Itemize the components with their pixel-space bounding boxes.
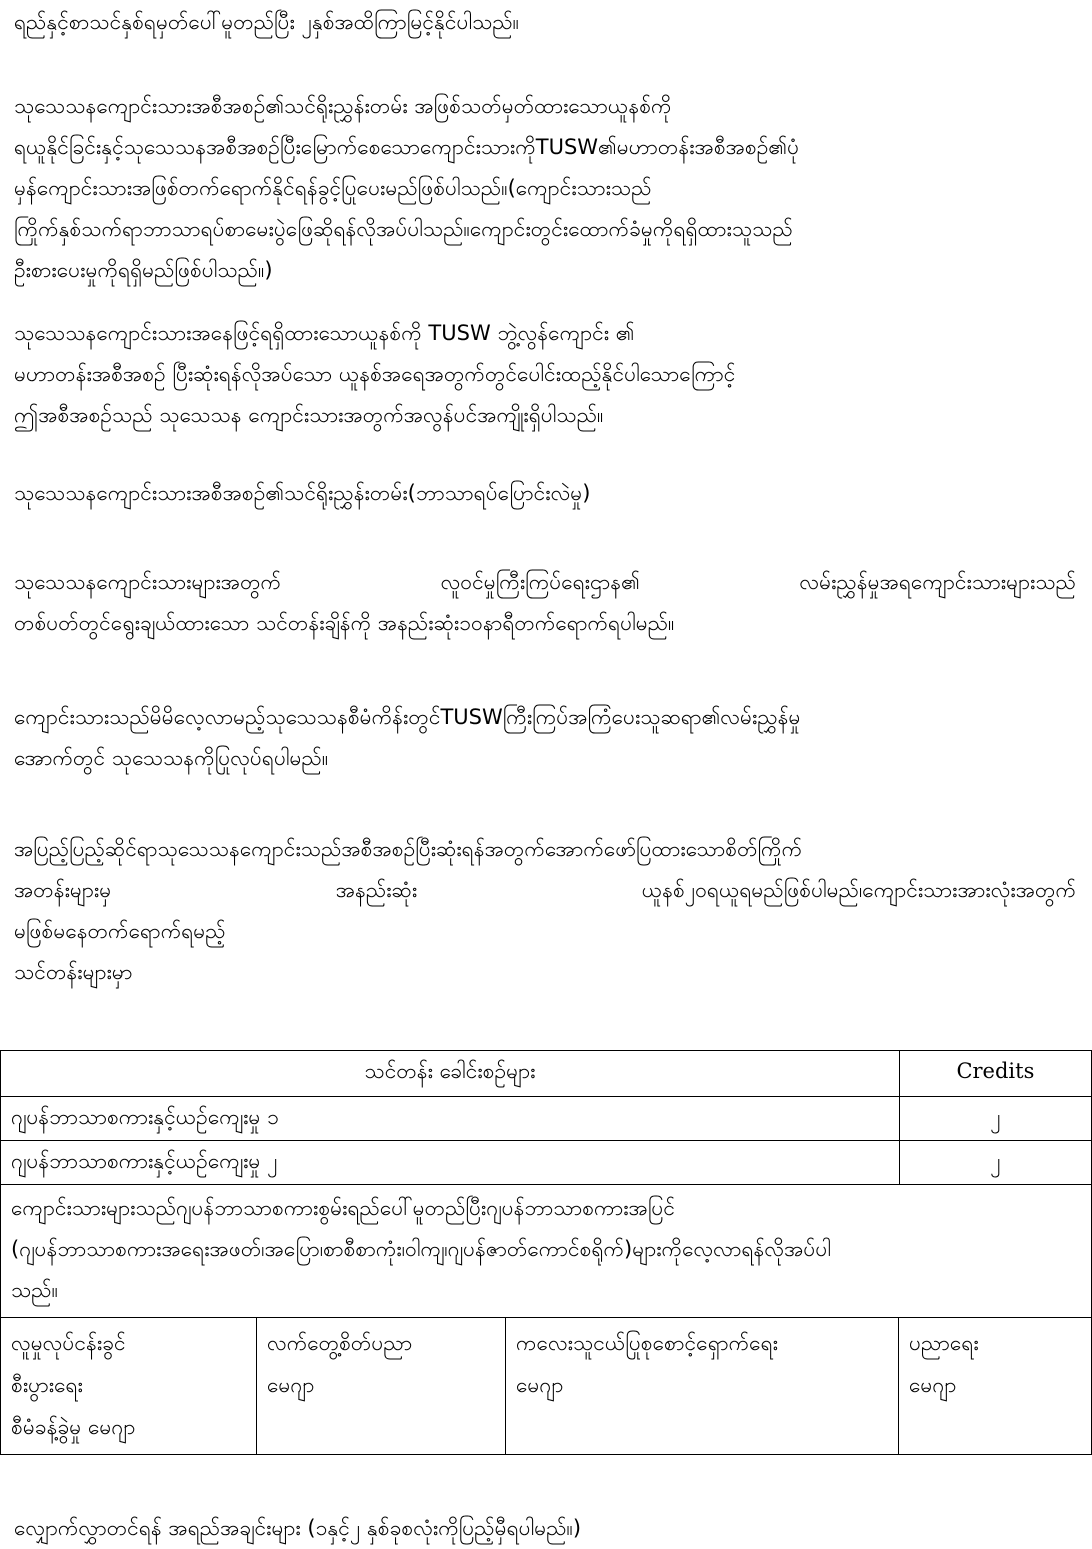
intro-paragraph <box>14 2 1076 43</box>
major-line: လူမှုလုပ်ငန်းခွင် <box>11 1331 126 1355</box>
major-line: စီမံခန့်ခွဲမှု မေဂျာ <box>11 1415 136 1439</box>
intro-line: ရည်နှင့်စာသင်နှစ်ရမှတ်ပေါ်မူတည်ပြီး ၂နှစ်အထိကြာမြင့်နိုင်ပါသည်။ <box>14 10 520 34</box>
paragraph-line: မှန်ကျောင်းသားအဖြစ်တက်ရောက်နိုင်ရန်ခွင့်ပြုပေးမည်ဖြစ်ပါသည်။(ကျောင်းသားသည် <box>14 176 652 200</box>
japanese-language-note <box>1 1185 1092 1318</box>
paragraph-line: ဤအစီအစဉ်သည် သုသေသန ကျောင်းသားအတွက်အလွန်ပင်အကျိုးရှိပါသည်။ <box>14 403 604 427</box>
major-line: စီးပွားရေး <box>11 1373 83 1397</box>
paragraph-line: တစ်ပတ်တွင်ရွေးချယ်ထားသော သင်တန်းချိန်ကို အနည်းဆုံး၁၀နာရီတက်ရောက်ရပါမည်။ <box>14 611 675 635</box>
line-part: လူ၀င်မှုကြီးကြပ်ရေးဌာန၏ <box>440 570 640 594</box>
major-social-work-business <box>1 1318 257 1454</box>
major-line: လက်တွေ့စိတ်ပညာ <box>267 1331 413 1355</box>
course-title-cell: ဂျပန်ဘာသာစကားနှင့်ယဉ်ကျေးမှု ၂ <box>1 1141 900 1185</box>
paragraph-required-units <box>14 829 1076 993</box>
paragraph-benefit <box>14 313 1076 436</box>
line-part: ယူနစ်၂၀ရယူရမည်ဖြစ်ပါမည်၊ကျောင်းသားအားလုံးအတွက် <box>641 878 1076 902</box>
line-part: အနည်းဆုံး <box>335 878 418 902</box>
major-childcare <box>506 1318 899 1454</box>
note-line: ကျောင်းသားများသည်ဂျပန်ဘာသာစကားစွမ်းရည်ပေါ်မူတည်ပြီးဂျပန်ဘာသာစကားအပြင် <box>11 1196 675 1220</box>
paragraph-line: ရယူနိုင်ခြင်းနှင့်သုသေသနအစီအစဉ်ပြီးမြောက်စေသောကျောင်းသားကိုTUSW၏မဟာတန်းအစီအစဉ်၏ပုံ <box>14 135 800 159</box>
paragraph-line: မဖြစ်မနေတက်ရောက်ရမည့် <box>14 919 226 943</box>
paragraph-line: အောက်တွင် သုသေသနကိုပြုလုပ်ရပါမည်။ <box>14 746 329 770</box>
table-row <box>1 1141 1092 1185</box>
paragraph-line: ဦးစားပေးမှုကိုရရှိမည်ဖြစ်ပါသည်။) <box>14 258 273 282</box>
paragraph-line: ကျောင်းသားသည်မိမိလေ့လာမည့်သုသေသနစီမံကိန်းတွင်TUSWကြီးကြပ်အကြံပေးသူဆရာ၏လမ်းညွှန်မှု <box>14 705 801 729</box>
justified-line <box>14 562 1076 603</box>
line-part: လမ်းညွှန်မှုအရကျောင်းသားများသည် <box>799 570 1076 594</box>
course-title-cell: ဂျပန်ဘာသာစကားနှင့်ယဉ်ကျေးမှု ၁ <box>1 1097 900 1141</box>
paragraph-line: သုသေသနကျောင်းသားအစီအစဉ်၏သင်ရိုးညွှန်းတမ်း အဖြစ်သတ်မှတ်ထားသောယူနစ်ကို <box>14 94 672 118</box>
section-heading: သုသေသနကျောင်းသားအစီအစဉ်၏သင်ရိုးညွှန်းတမ်း(ဘာသာရပ်ပြောင်းလဲမှု) <box>14 481 591 505</box>
major-line: ကလေးသူငယ်ပြုစုစောင့်ရှောက်ရေး <box>516 1331 778 1355</box>
application-requirements-heading: လျှောက်လွှာတင်ရန် အရည်အချင်းများ (၁နှင့်၂ နှစ်ခုစလုံးကိုပြည့်မှီရပါမည်။) <box>14 1516 582 1540</box>
note-line: (ဂျပန်ဘာသာစကားအရေးအဖတ်၊အပြော၊စာစီစာကုံး၊ဝါကျ၊ဂျပန်ဇာတ်ကောင်စရိုက်)များကိုလေ့လာရန်လိုအပ်ပါ <box>11 1237 831 1261</box>
line-part: အတန်းများမှ <box>14 878 112 902</box>
credits-cell: ၂ <box>899 1097 1091 1141</box>
credits-cell: ၂ <box>899 1141 1091 1185</box>
major-line: မေဂျာ <box>516 1373 564 1397</box>
header-credits: Credits <box>899 1051 1091 1097</box>
note-line: သည်။ <box>11 1278 58 1302</box>
paragraph-line: သင်တန်းများမှာ <box>14 960 133 984</box>
paragraph-attendance <box>14 562 1076 644</box>
majors-cell <box>1 1318 1092 1455</box>
line-part: သုသေသနကျောင်းသားများအတွက် <box>14 570 282 594</box>
majors-row <box>1 1318 1092 1455</box>
paragraph-line: မဟာတန်းအစီအစဉ် ပြီးဆုံးရန်လိုအပ်သော ယူနစ်အရေအတွက်တွင်ပေါင်းထည့်နိုင်ပါသောကြောင့် <box>14 362 736 386</box>
major-applied-psychology <box>257 1318 506 1454</box>
paragraph-line: ကြိုက်နှစ်သက်ရာဘာသာရပ်စာမေးပွဲဖြေဆိုရန်လိုအပ်ပါသည်။ကျောင်းတွင်းထောက်ခံမှုကိုရရှိထားသူသည် <box>14 217 793 241</box>
paragraph-line: သုသေသနကျောင်းသားအနေဖြင့်ရရှိထားသောယူနစ်ကို TUSW ဘွဲ့လွန်ကျောင်း ၏ <box>14 321 635 345</box>
table-note-row <box>1 1185 1092 1318</box>
paragraph-line: အပြည့်ပြည့်ဆိုင်ရာသုသေသနကျောင်းသည်အစီအစဉ်ပြီးဆုံးရန်အတွက်အောက်ဖော်ပြထားသောစိတ်ကြိုက် <box>14 837 803 861</box>
paragraph-unit-transfer <box>14 86 1076 291</box>
table-header-row <box>1 1051 1092 1097</box>
major-line: မေဂျာ <box>909 1373 957 1397</box>
header-course-title: သင်တန်း ခေါင်းစဉ်များ <box>1 1051 900 1097</box>
majors-grid <box>1 1318 1091 1454</box>
section-heading-curriculum <box>14 473 1076 514</box>
major-line: မေဂျာ <box>267 1373 315 1397</box>
major-line: ပညာရေး <box>909 1331 979 1355</box>
justified-line <box>14 870 1076 911</box>
paragraph-supervisor <box>14 697 1076 779</box>
course-table <box>0 1050 1092 1455</box>
major-education <box>899 1318 1091 1454</box>
table-row <box>1 1097 1092 1141</box>
